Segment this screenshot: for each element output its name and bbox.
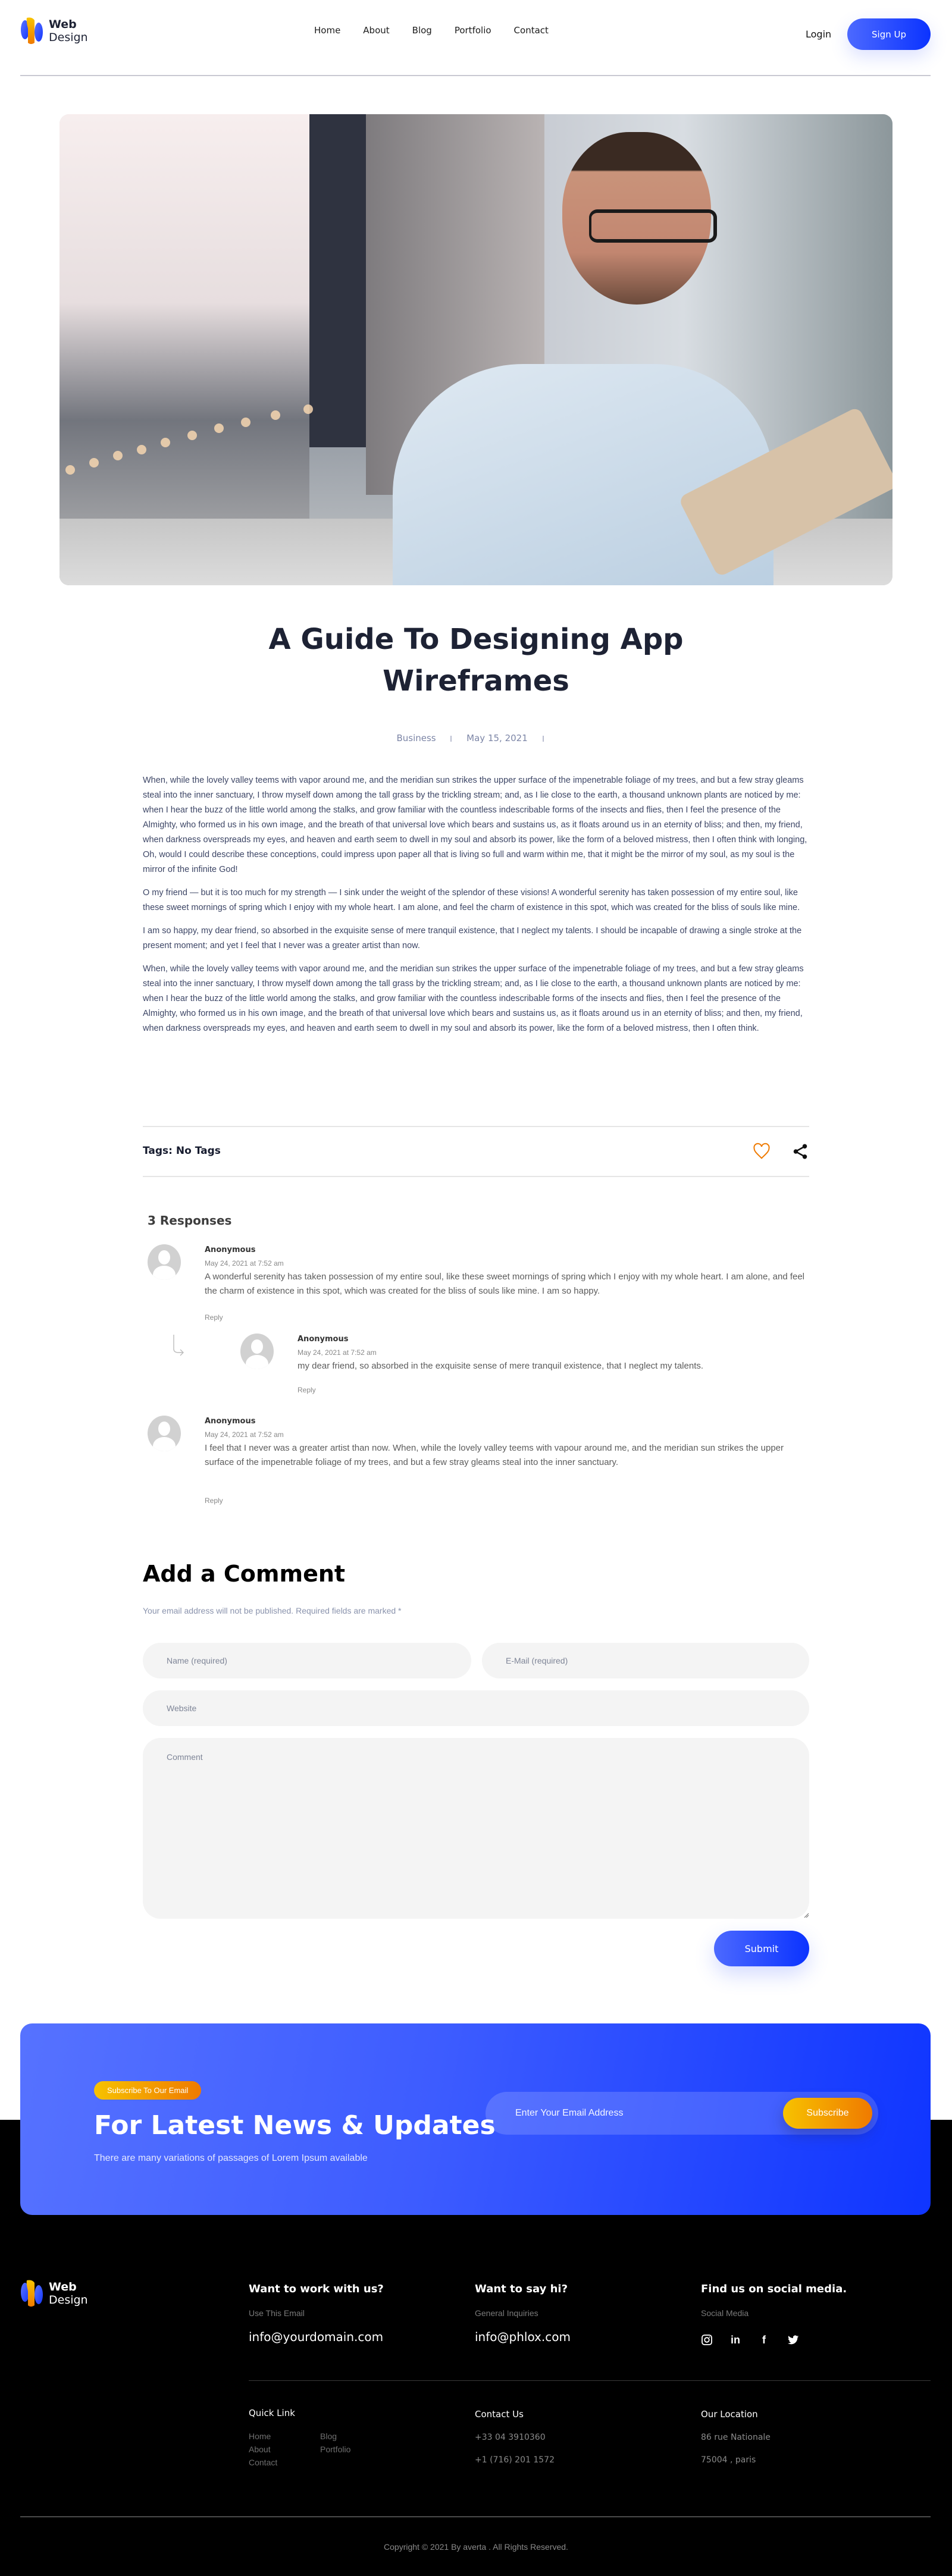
post-meta <box>0 733 952 743</box>
newsletter-title: For Latest News & Updates <box>94 2110 496 2141</box>
avatar <box>148 1416 181 1451</box>
paragraph: When, while the lovely valley teems with vapor around me, and the meridian sun strikes the upper surface of the impenetrable foliage of my trees, and but a few stray gleams steal into the inner sanctuary, I throw myself down among the tall grass by the trickling stream; and, as I lie close to the earth, a thousand unknown plants are noticed by me: when I hear the buzz of the little world among the stalks, and grow familiar with the countless indescribable forms of the insects and flies, then I feel the presence of the Almighty, who formed us in his own image, and the breath of that universal love which bears and sustains us, as it floats around us in an eternity of bliss; and then, my friend, when darkness overspreads my eyes, and heaven and earth seem to dwell in my soul and absorb its power, like the form of a beloved mistress, then I often think. <box>143 964 804 1033</box>
footer-link-about[interactable]: About <box>249 2445 271 2454</box>
footer-work-title: Want to work with us? <box>249 2283 384 2295</box>
name-field[interactable] <box>143 1643 471 1678</box>
footer-location <box>701 2409 771 2465</box>
login-link[interactable]: Login <box>806 29 832 40</box>
footer-hi-email[interactable]: info@phlox.com <box>475 2330 571 2344</box>
footer-contact <box>475 2409 555 2465</box>
paragraph: When, while the lovely valley teems with vapor around me, and the meridian sun strikes the upper surface of the impenetrable foliage of my trees, and but a few stray gleams steal into the inner sanctuary, I throw myself down among the tall grass by the trickling stream; and, as I lie close to the earth, a thousand unknown plants are noticed by me: when I hear the buzz of the little world among the stalks, and grow familiar with the countless indescribable forms of the insects and flies, then I feel the presence of the Almighty, who formed us in his own image, and the breath of that universal love which bears and sustains us, as it floats around us in an eternity of bliss; and then, my friend, when darkness overspreads my eyes, and heaven and earth seem to dwell in my soul and absorb its power, like the form of a beloved mistress, then I often think with longing, Oh, would I could describe these conceptions, could impress upon paper all that is living so full and warm within me, that it might be the mirror of my soul, as my soul is the mirror of the infinite God! <box>143 776 807 874</box>
logo-line-2: Design <box>49 2293 88 2307</box>
logo-icon <box>20 2279 43 2308</box>
logo-line-1: Web <box>49 2280 77 2293</box>
meta-separator <box>543 736 544 742</box>
email-field[interactable] <box>482 1643 809 1678</box>
footer-link-blog[interactable]: Blog <box>320 2431 337 2441</box>
twitter-icon[interactable] <box>787 2333 800 2346</box>
avatar <box>240 1334 274 1369</box>
logo-line-2: Design <box>49 31 88 44</box>
contact-phone[interactable]: +33 04 3910360 <box>475 2433 546 2442</box>
footer-hi-column <box>475 2283 571 2344</box>
subscribe-button[interactable]: Subscribe <box>783 2098 872 2129</box>
heart-icon[interactable] <box>753 1143 771 1160</box>
social-icons <box>701 2333 847 2346</box>
nav-home[interactable]: Home <box>314 25 341 36</box>
newsletter-banner <box>20 2023 931 2215</box>
comment-date: May 24, 2021 at 7:52 am <box>298 1348 377 1357</box>
newsletter-subtitle: There are many variations of passages of Lorem Ipsum available <box>94 2153 368 2163</box>
comment-textarea[interactable] <box>143 1738 809 1919</box>
footer-hi-title: Want to say hi? <box>475 2283 568 2295</box>
footer-hi-label: General Inquiries <box>475 2308 538 2318</box>
nav-about[interactable]: About <box>363 25 390 36</box>
avatar <box>148 1244 181 1280</box>
add-comment-title: Add a Comment <box>143 1561 346 1587</box>
instagram-icon[interactable] <box>701 2333 713 2346</box>
man-glasses <box>589 209 717 243</box>
comment-date: May 24, 2021 at 7:52 am <box>205 1430 284 1439</box>
meta-separator <box>450 736 452 742</box>
add-comment-note: Your email address will not be published. Required fields are marked * <box>143 1606 402 1615</box>
comment-author: Anonymous <box>205 1417 256 1426</box>
comment-text: my dear friend, so absorbed in the exquisite sense of mere tranquil existence, that I neglect my talents. <box>298 1361 704 1371</box>
logo-icon <box>20 17 43 45</box>
header-divider <box>20 75 931 76</box>
resize-grip-icon[interactable] <box>803 1912 809 1918</box>
footer-social-title: Find us on social media. <box>701 2283 847 2295</box>
submit-button[interactable]: Submit <box>714 1931 809 1966</box>
post-title: A Guide To Designing App Wireframes <box>268 623 684 698</box>
logo-text <box>49 2280 88 2307</box>
quick-link-title: Quick Link <box>249 2408 295 2418</box>
copyright: Copyright © 2021 By averta . All Rights Reserved. <box>384 2542 568 2552</box>
footer-work-email[interactable]: info@yourdomain.com <box>249 2330 384 2344</box>
main-nav <box>314 25 571 36</box>
comment-text: A wonderful serenity has taken possession of my entire soul, like these sweet mornings of spring which I enjoy with my whole heart. I am alone, and feel the charm of existence in this spot, which was created for the bliss of souls like mine. I am so happy. <box>205 1272 805 1296</box>
reply-link[interactable]: Reply <box>205 1313 223 1322</box>
comment-text: I feel that I never was a greater artist than now. When, while the lovely valley teems with vapour around me, and the meridian sun strikes the upper surface of the impenetrable foliage of my trees, and but a few stray gleams steal into the inner sanctuary. <box>205 1443 784 1467</box>
footer-work-label: Use This Email <box>249 2308 305 2318</box>
newsletter-email-input[interactable] <box>486 2092 771 2135</box>
comment-author: Anonymous <box>205 1245 256 1254</box>
post-date: May 15, 2021 <box>466 733 528 743</box>
logo-text <box>49 18 88 44</box>
reply-arrow-icon <box>171 1334 186 1356</box>
location-city: 75004 , paris <box>701 2455 756 2465</box>
location-street: 86 rue Nationale <box>701 2433 771 2442</box>
website-field[interactable] <box>143 1690 809 1726</box>
newsletter-badge: Subscribe To Our Email <box>94 2081 201 2100</box>
footer-social-label: Social Media <box>701 2308 749 2318</box>
post-category[interactable]: Business <box>396 733 436 743</box>
comment-author: Anonymous <box>298 1335 349 1344</box>
footer-work-column <box>249 2283 384 2344</box>
footer-social-column <box>701 2283 847 2346</box>
newsletter-form <box>486 2092 878 2135</box>
share-icon[interactable] <box>791 1143 809 1160</box>
nav-blog[interactable]: Blog <box>412 25 432 36</box>
footer-logo[interactable] <box>20 2279 88 2308</box>
facebook-icon[interactable]: f <box>762 2334 766 2346</box>
hero-image <box>60 114 892 585</box>
post-tags: Tags: No Tags <box>143 1145 221 1157</box>
brand-logo[interactable] <box>20 17 88 45</box>
responses-count: 3 Responses <box>148 1213 232 1228</box>
footer-divider <box>249 2380 931 2381</box>
comment-date: May 24, 2021 at 7:52 am <box>205 1259 284 1267</box>
post-content <box>143 773 809 1044</box>
footer-link-portfolio[interactable]: Portfolio <box>320 2445 351 2454</box>
background-lights <box>60 400 309 471</box>
background-pillar <box>309 114 366 447</box>
nav-portfolio[interactable]: Portfolio <box>454 25 491 36</box>
tags-bar <box>143 1126 809 1177</box>
background-building-left <box>60 114 309 585</box>
footer-quick-links <box>249 2408 392 2467</box>
location-title: Our Location <box>701 2409 758 2420</box>
logo-line-1: Web <box>49 18 77 31</box>
nav-contact[interactable]: Contact <box>513 25 549 36</box>
footer-link-home[interactable]: Home <box>249 2431 271 2441</box>
site-header <box>0 0 952 75</box>
signup-button[interactable]: Sign Up <box>847 18 931 50</box>
contact-title: Contact Us <box>475 2409 524 2420</box>
footer-link-contact[interactable]: Contact <box>249 2458 278 2467</box>
paragraph: O my friend — but it is too much for my strength — I sink under the weight of the splendor of these visions! A wonderful serenity has taken possession of my entire soul, like these sweet mornings of spring which I enjoy with my whole heart. I am alone, and feel the charm of existence in this spot, which was created for the bliss of souls like mine. <box>143 888 800 912</box>
paragraph: I am so happy, my dear friend, so absorbed in the exquisite sense of mere tranquil existence, that I neglect my talents. I should be incapable of drawing a single stroke at the present moment; and yet I feel that I never was a greater artist than now. <box>143 926 802 950</box>
reply-link[interactable]: Reply <box>298 1386 316 1394</box>
contact-phone[interactable]: +1 (716) 201 1572 <box>475 2455 555 2465</box>
linkedin-icon[interactable]: in <box>731 2334 740 2346</box>
reply-link[interactable]: Reply <box>205 1496 223 1505</box>
